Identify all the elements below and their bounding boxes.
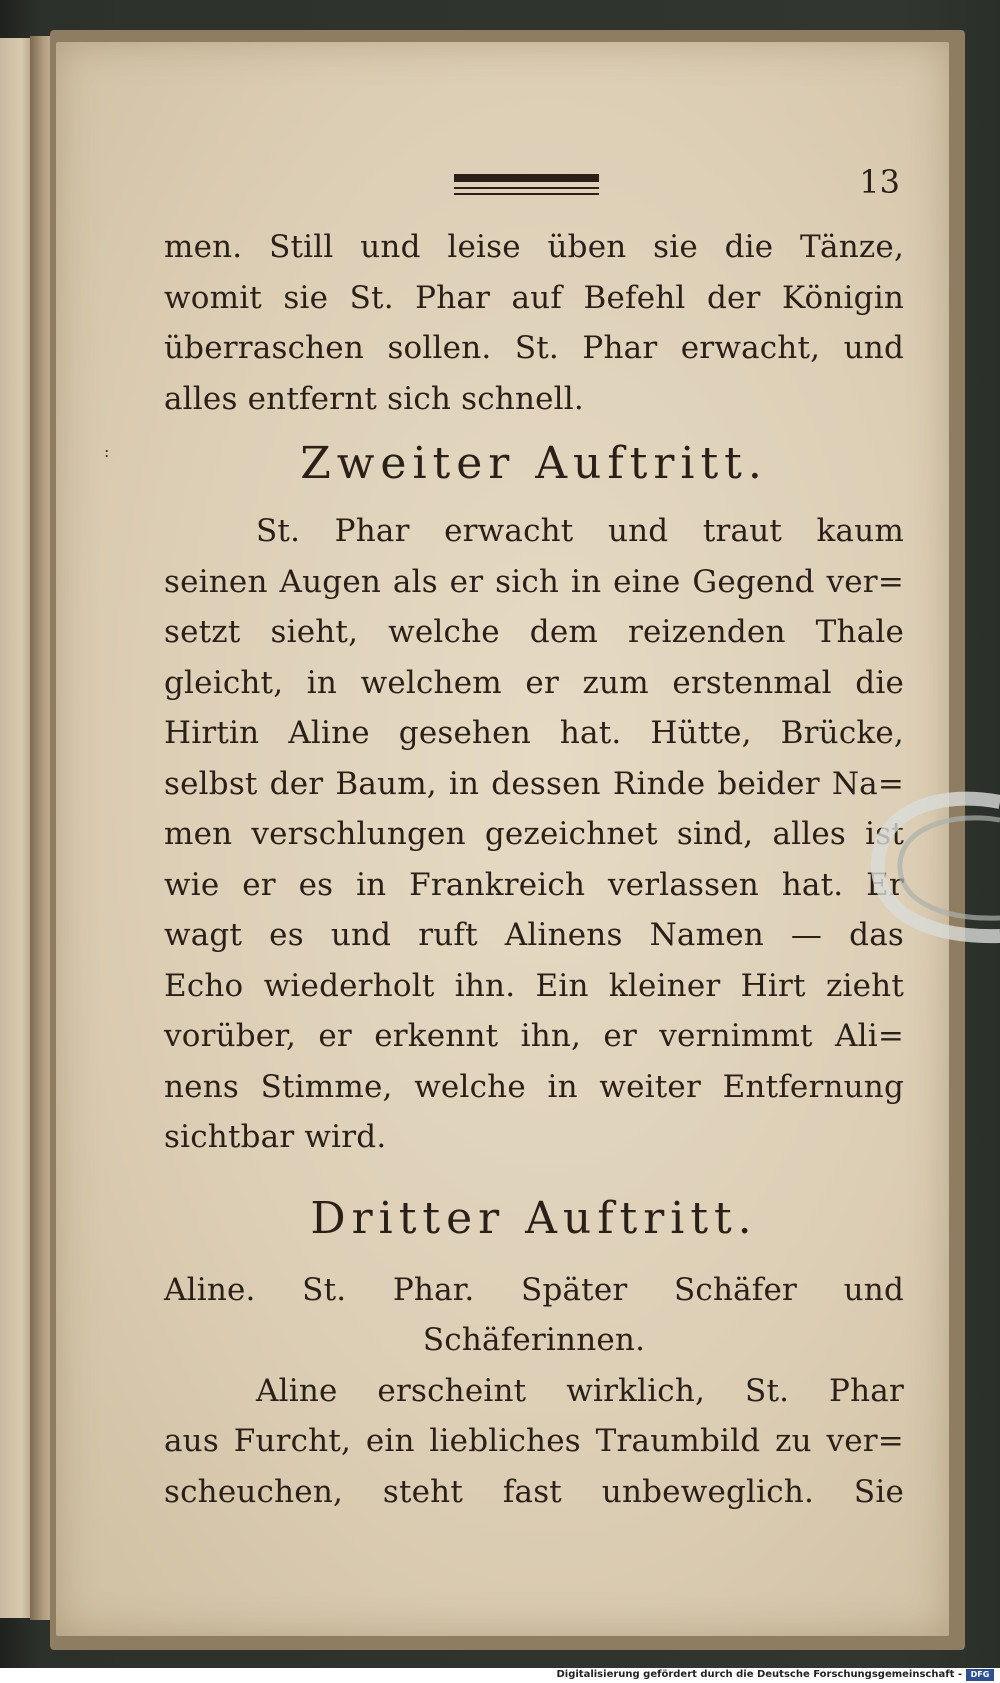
margin-mark: : — [104, 442, 110, 461]
paragraph-2 — [164, 506, 904, 1163]
text-line: Aline erscheint wirklich, St. Phar — [256, 1372, 904, 1409]
text-line: wie er es in Frankreich verlassen hat. Er — [164, 866, 904, 903]
text-line: nens Stimme, welche in weiter Entfernung — [164, 1068, 904, 1105]
text-line: men verschlungen gezeichnet sind, alles ist — [164, 816, 904, 852]
scene-heading: Dritter Auftritt. — [310, 1192, 758, 1244]
text-line: scheuchen, steht fast unbeweglich. Sie — [164, 1473, 904, 1510]
text-line: gleicht, in welchem er zum erstenmal die — [164, 664, 904, 701]
text-line: sichtbar wird. — [164, 1119, 387, 1155]
dfg-logo: DFG — [966, 1669, 994, 1681]
text-line: men. Still und leise üben sie die Tänze, — [164, 229, 904, 265]
text-line: Echo wiederholt ihn. Ein kleiner Hirt zieht — [164, 967, 904, 1004]
text-line: aus Furcht, ein liebliches Traumbild zu ver= — [164, 1423, 904, 1459]
page-content — [164, 142, 904, 1517]
page-clip-icon — [860, 790, 1000, 950]
text-line: St. Phar erwacht und traut kaum — [256, 513, 904, 549]
page-number: 13 — [859, 163, 900, 201]
text-line: selbst der Baum, in dessen Rinde beider Na= — [164, 765, 904, 802]
page-header — [164, 142, 904, 222]
paragraph-3 — [164, 1366, 904, 1518]
text-line: Hirtin Aline gesehen hat. Hütte, Brücke, — [164, 715, 904, 751]
text-line: Aline. St. Phar. Später Schäfer und — [164, 1271, 904, 1308]
scene-heading: Zweiter Auftritt. — [300, 438, 768, 489]
text-line: Schäferinnen. — [422, 1322, 646, 1358]
speakers-list — [164, 1265, 904, 1366]
text-line: überraschen sollen. St. Phar erwacht, und — [164, 330, 904, 366]
text-line: alles entfernt sich schnell. — [164, 380, 584, 417]
text-line: womit sie St. Phar auf Befehl der Königin — [164, 279, 904, 316]
ornamental-rule — [454, 172, 599, 198]
paragraph-1 — [164, 222, 904, 424]
text-line: wagt es und ruft Alinens Namen — das — [164, 917, 904, 953]
book-page — [56, 42, 949, 1636]
text-line: seinen Augen als er sich in eine Gegend ver= — [164, 563, 904, 600]
text-line: vorüber, er erkennt ihn, er vernimmt Ali= — [164, 1018, 904, 1054]
footer-credit: Digitalisierung gefördert durch die Deutsche Forschungsgemeinschaft - — [556, 1669, 962, 1680]
text-line: setzt sieht, welche dem reizenden Thale — [164, 614, 904, 650]
